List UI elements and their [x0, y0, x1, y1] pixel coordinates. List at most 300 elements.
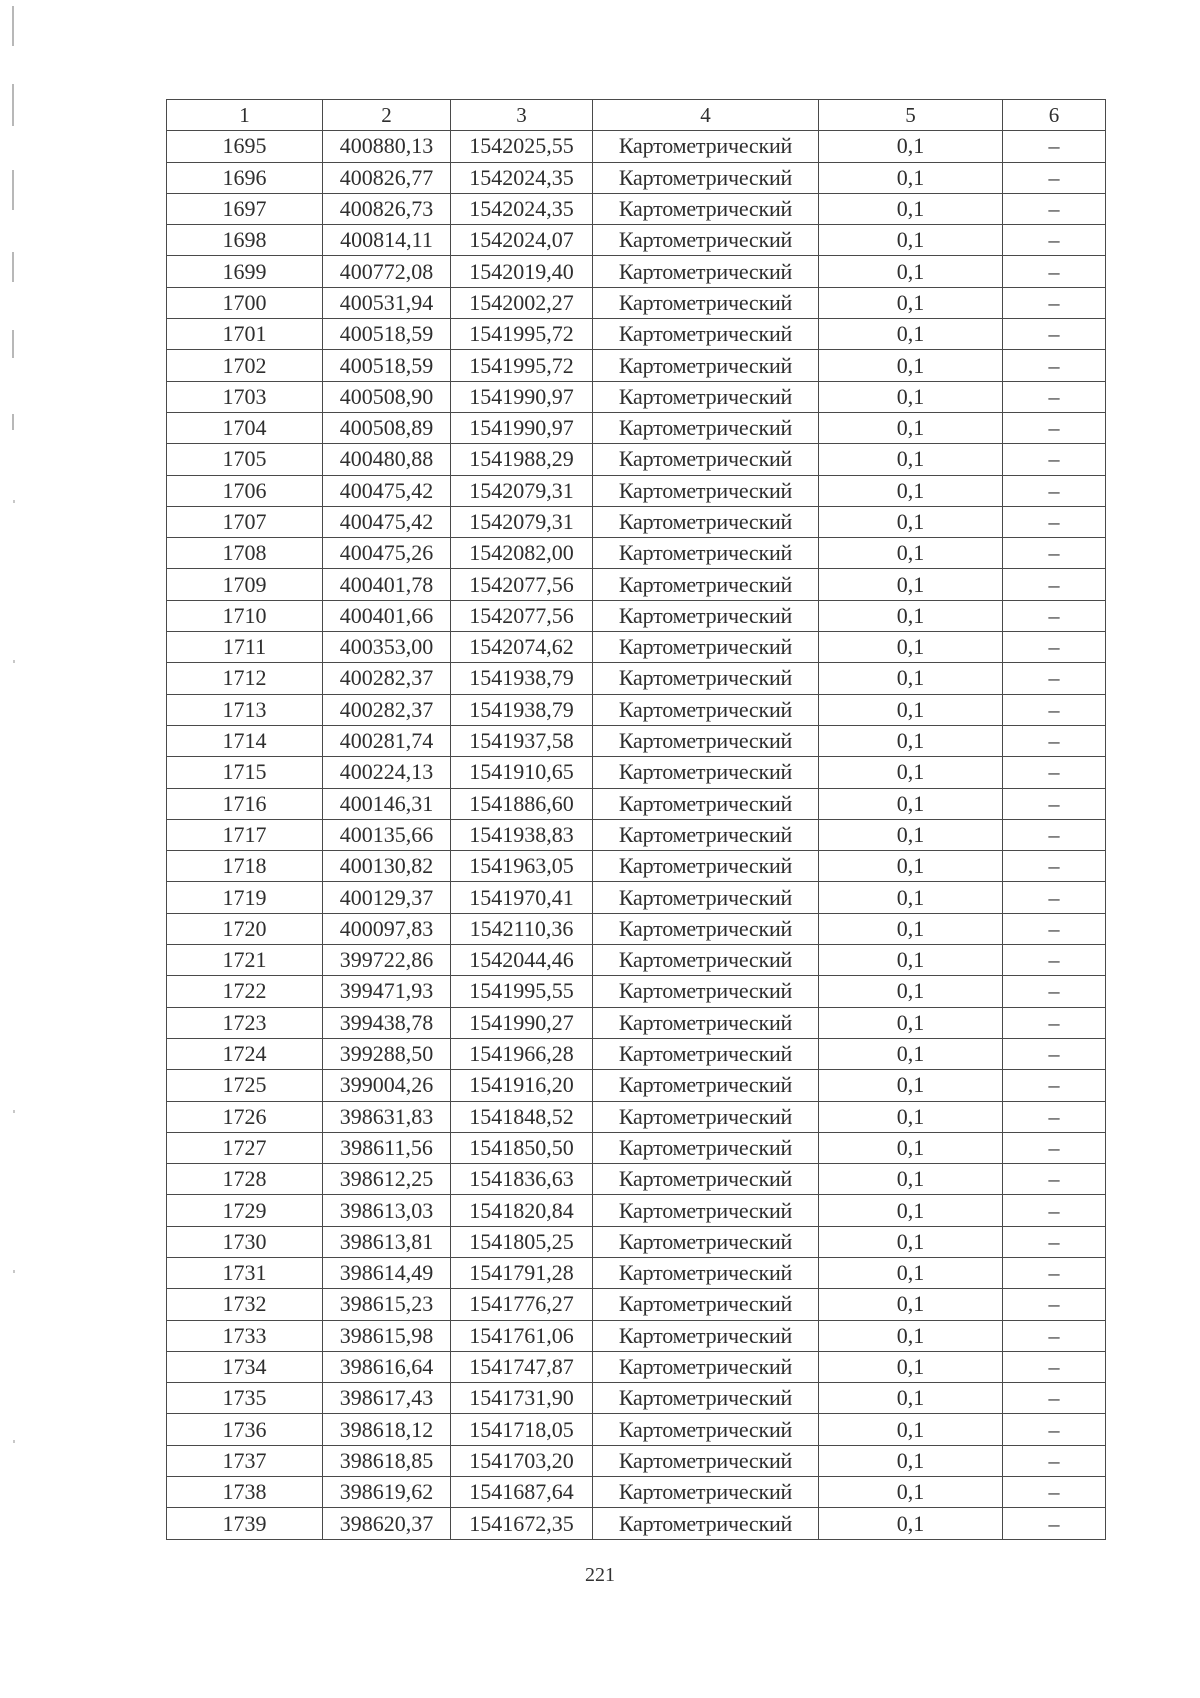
table-row: [167, 131, 1106, 162]
x-coordinate-cell: 398618,12: [323, 1414, 451, 1445]
note-cell: –: [1003, 193, 1106, 224]
point-number-cell: 1737: [167, 1445, 323, 1476]
table-row: [167, 725, 1106, 756]
method-cell: Картометрический: [593, 1257, 819, 1288]
x-coordinate-cell: 400475,42: [323, 506, 451, 537]
note-cell: –: [1003, 882, 1106, 913]
x-coordinate-cell: 400518,59: [323, 319, 451, 350]
accuracy-cell: 0,1: [819, 819, 1003, 850]
table-body: [167, 131, 1106, 1539]
note-cell: –: [1003, 976, 1106, 1007]
scan-margin-mark: [12, 330, 14, 358]
point-number-cell: 1716: [167, 788, 323, 819]
column-header-4: 4: [593, 100, 819, 131]
y-coordinate-cell: 1541836,63: [451, 1164, 593, 1195]
method-cell: Картометрический: [593, 945, 819, 976]
point-number-cell: 1725: [167, 1070, 323, 1101]
note-cell: –: [1003, 757, 1106, 788]
accuracy-cell: 0,1: [819, 319, 1003, 350]
note-cell: –: [1003, 1289, 1106, 1320]
note-cell: –: [1003, 1038, 1106, 1069]
note-cell: –: [1003, 945, 1106, 976]
table-row: [167, 1195, 1106, 1226]
x-coordinate-cell: 400130,82: [323, 851, 451, 882]
column-header-3: 3: [451, 100, 593, 131]
point-number-cell: 1718: [167, 851, 323, 882]
accuracy-cell: 0,1: [819, 1132, 1003, 1163]
method-cell: Картометрический: [593, 976, 819, 1007]
x-coordinate-cell: 399471,93: [323, 976, 451, 1007]
accuracy-cell: 0,1: [819, 225, 1003, 256]
method-cell: Картометрический: [593, 632, 819, 663]
y-coordinate-cell: 1541776,27: [451, 1289, 593, 1320]
table-row: [167, 256, 1106, 287]
point-number-cell: 1723: [167, 1007, 323, 1038]
y-coordinate-cell: 1541938,79: [451, 663, 593, 694]
table-row: [167, 287, 1106, 318]
point-number-cell: 1722: [167, 976, 323, 1007]
x-coordinate-cell: 400224,13: [323, 757, 451, 788]
note-cell: –: [1003, 225, 1106, 256]
point-number-cell: 1698: [167, 225, 323, 256]
y-coordinate-cell: 1542079,31: [451, 475, 593, 506]
y-coordinate-cell: 1541687,64: [451, 1477, 593, 1508]
method-cell: Картометрический: [593, 1007, 819, 1038]
x-coordinate-cell: 398619,62: [323, 1477, 451, 1508]
table-header-row: [167, 100, 1106, 131]
x-coordinate-cell: 400518,59: [323, 350, 451, 381]
accuracy-cell: 0,1: [819, 1383, 1003, 1414]
accuracy-cell: 0,1: [819, 1508, 1003, 1539]
method-cell: Картометрический: [593, 193, 819, 224]
y-coordinate-cell: 1541718,05: [451, 1414, 593, 1445]
method-cell: Картометрический: [593, 882, 819, 913]
point-number-cell: 1707: [167, 506, 323, 537]
method-cell: Картометрический: [593, 600, 819, 631]
point-number-cell: 1728: [167, 1164, 323, 1195]
point-number-cell: 1719: [167, 882, 323, 913]
y-coordinate-cell: 1541963,05: [451, 851, 593, 882]
note-cell: –: [1003, 1414, 1106, 1445]
point-number-cell: 1709: [167, 569, 323, 600]
note-cell: –: [1003, 538, 1106, 569]
y-coordinate-cell: 1541672,35: [451, 1508, 593, 1539]
accuracy-cell: 0,1: [819, 1226, 1003, 1257]
table-row: [167, 1101, 1106, 1132]
note-cell: –: [1003, 1320, 1106, 1351]
page-number: 221: [585, 1564, 615, 1586]
x-coordinate-cell: 398612,25: [323, 1164, 451, 1195]
coordinates-table: [166, 99, 1106, 1540]
note-cell: –: [1003, 851, 1106, 882]
point-number-cell: 1702: [167, 350, 323, 381]
note-cell: –: [1003, 1508, 1106, 1539]
table-row: [167, 162, 1106, 193]
note-cell: –: [1003, 1164, 1106, 1195]
y-coordinate-cell: 1542002,27: [451, 287, 593, 318]
method-cell: Картометрический: [593, 913, 819, 944]
note-cell: –: [1003, 256, 1106, 287]
note-cell: –: [1003, 819, 1106, 850]
x-coordinate-cell: 400880,13: [323, 131, 451, 162]
point-number-cell: 1706: [167, 475, 323, 506]
x-coordinate-cell: 398613,81: [323, 1226, 451, 1257]
method-cell: Картометрический: [593, 1289, 819, 1320]
accuracy-cell: 0,1: [819, 725, 1003, 756]
note-cell: –: [1003, 1132, 1106, 1163]
point-number-cell: 1734: [167, 1351, 323, 1382]
method-cell: Картометрический: [593, 1508, 819, 1539]
note-cell: –: [1003, 506, 1106, 537]
note-cell: –: [1003, 131, 1106, 162]
table-row: [167, 412, 1106, 443]
x-coordinate-cell: 400475,26: [323, 538, 451, 569]
accuracy-cell: 0,1: [819, 1007, 1003, 1038]
scan-margin-dot: [13, 1270, 15, 1273]
method-cell: Картометрический: [593, 851, 819, 882]
table-row: [167, 1508, 1106, 1539]
y-coordinate-cell: 1541990,27: [451, 1007, 593, 1038]
table-row: [167, 819, 1106, 850]
y-coordinate-cell: 1541970,41: [451, 882, 593, 913]
x-coordinate-cell: 400282,37: [323, 694, 451, 725]
note-cell: –: [1003, 162, 1106, 193]
point-number-cell: 1714: [167, 725, 323, 756]
accuracy-cell: 0,1: [819, 945, 1003, 976]
y-coordinate-cell: 1541938,83: [451, 819, 593, 850]
note-cell: –: [1003, 1383, 1106, 1414]
x-coordinate-cell: 398618,85: [323, 1445, 451, 1476]
x-coordinate-cell: 400826,77: [323, 162, 451, 193]
x-coordinate-cell: 400282,37: [323, 663, 451, 694]
note-cell: –: [1003, 1445, 1106, 1476]
accuracy-cell: 0,1: [819, 1477, 1003, 1508]
y-coordinate-cell: 1541938,79: [451, 694, 593, 725]
y-coordinate-cell: 1541966,28: [451, 1038, 593, 1069]
y-coordinate-cell: 1541995,72: [451, 350, 593, 381]
method-cell: Картометрический: [593, 506, 819, 537]
point-number-cell: 1713: [167, 694, 323, 725]
accuracy-cell: 0,1: [819, 131, 1003, 162]
y-coordinate-cell: 1541916,20: [451, 1070, 593, 1101]
method-cell: Картометрический: [593, 381, 819, 412]
method-cell: Картометрический: [593, 319, 819, 350]
y-coordinate-cell: 1542024,35: [451, 193, 593, 224]
table-row: [167, 319, 1106, 350]
x-coordinate-cell: 398611,56: [323, 1132, 451, 1163]
x-coordinate-cell: 398613,03: [323, 1195, 451, 1226]
note-cell: –: [1003, 412, 1106, 443]
method-cell: Картометрический: [593, 725, 819, 756]
y-coordinate-cell: 1541990,97: [451, 381, 593, 412]
y-coordinate-cell: 1541805,25: [451, 1226, 593, 1257]
point-number-cell: 1729: [167, 1195, 323, 1226]
accuracy-cell: 0,1: [819, 788, 1003, 819]
note-cell: –: [1003, 319, 1106, 350]
scan-margin-mark: [12, 6, 14, 46]
point-number-cell: 1700: [167, 287, 323, 318]
accuracy-cell: 0,1: [819, 1070, 1003, 1101]
x-coordinate-cell: 398616,64: [323, 1351, 451, 1382]
accuracy-cell: 0,1: [819, 162, 1003, 193]
point-number-cell: 1704: [167, 412, 323, 443]
accuracy-cell: 0,1: [819, 976, 1003, 1007]
accuracy-cell: 0,1: [819, 287, 1003, 318]
method-cell: Картометрический: [593, 1101, 819, 1132]
point-number-cell: 1696: [167, 162, 323, 193]
accuracy-cell: 0,1: [819, 882, 1003, 913]
point-number-cell: 1711: [167, 632, 323, 663]
accuracy-cell: 0,1: [819, 475, 1003, 506]
table-row: [167, 976, 1106, 1007]
column-header-6: 6: [1003, 100, 1106, 131]
table-row: [167, 694, 1106, 725]
x-coordinate-cell: 400135,66: [323, 819, 451, 850]
accuracy-cell: 0,1: [819, 1445, 1003, 1476]
x-coordinate-cell: 400281,74: [323, 725, 451, 756]
table-row: [167, 444, 1106, 475]
column-header-5: 5: [819, 100, 1003, 131]
x-coordinate-cell: 398615,23: [323, 1289, 451, 1320]
note-cell: –: [1003, 913, 1106, 944]
x-coordinate-cell: 398617,43: [323, 1383, 451, 1414]
note-cell: –: [1003, 444, 1106, 475]
table-row: [167, 1383, 1106, 1414]
method-cell: Картометрический: [593, 757, 819, 788]
table-row: [167, 913, 1106, 944]
method-cell: Картометрический: [593, 1226, 819, 1257]
table-row: [167, 225, 1106, 256]
accuracy-cell: 0,1: [819, 1257, 1003, 1288]
accuracy-cell: 0,1: [819, 193, 1003, 224]
method-cell: Картометрический: [593, 1320, 819, 1351]
x-coordinate-cell: 400508,90: [323, 381, 451, 412]
point-number-cell: 1695: [167, 131, 323, 162]
table-row: [167, 1257, 1106, 1288]
accuracy-cell: 0,1: [819, 412, 1003, 443]
accuracy-cell: 0,1: [819, 1195, 1003, 1226]
method-cell: Картометрический: [593, 1477, 819, 1508]
table-row: [167, 538, 1106, 569]
x-coordinate-cell: 400129,37: [323, 882, 451, 913]
x-coordinate-cell: 400401,66: [323, 600, 451, 631]
point-number-cell: 1733: [167, 1320, 323, 1351]
scan-margin-dot: [13, 1440, 15, 1443]
table-row: [167, 1007, 1106, 1038]
table-row: [167, 475, 1106, 506]
y-coordinate-cell: 1542082,00: [451, 538, 593, 569]
point-number-cell: 1701: [167, 319, 323, 350]
table-row: [167, 569, 1106, 600]
y-coordinate-cell: 1541990,97: [451, 412, 593, 443]
note-cell: –: [1003, 788, 1106, 819]
note-cell: –: [1003, 694, 1106, 725]
table-row: [167, 632, 1106, 663]
x-coordinate-cell: 400146,31: [323, 788, 451, 819]
table-row: [167, 945, 1106, 976]
point-number-cell: 1699: [167, 256, 323, 287]
accuracy-cell: 0,1: [819, 757, 1003, 788]
table-row: [167, 788, 1106, 819]
table-row: [167, 851, 1106, 882]
y-coordinate-cell: 1541850,50: [451, 1132, 593, 1163]
table-row: [167, 1477, 1106, 1508]
point-number-cell: 1721: [167, 945, 323, 976]
note-cell: –: [1003, 1477, 1106, 1508]
method-cell: Картометрический: [593, 1164, 819, 1195]
accuracy-cell: 0,1: [819, 538, 1003, 569]
table-row: [167, 1351, 1106, 1382]
method-cell: Картометрический: [593, 1383, 819, 1414]
method-cell: Картометрический: [593, 1351, 819, 1382]
y-coordinate-cell: 1542074,62: [451, 632, 593, 663]
scan-margin-dot: [13, 1110, 15, 1113]
scan-margin-mark: [12, 252, 14, 282]
table-row: [167, 1132, 1106, 1163]
accuracy-cell: 0,1: [819, 663, 1003, 694]
y-coordinate-cell: 1542019,40: [451, 256, 593, 287]
y-coordinate-cell: 1541848,52: [451, 1101, 593, 1132]
x-coordinate-cell: 398614,49: [323, 1257, 451, 1288]
accuracy-cell: 0,1: [819, 1101, 1003, 1132]
x-coordinate-cell: 400480,88: [323, 444, 451, 475]
x-coordinate-cell: 400508,89: [323, 412, 451, 443]
column-header-1: 1: [167, 100, 323, 131]
y-coordinate-cell: 1541703,20: [451, 1445, 593, 1476]
table-row: [167, 381, 1106, 412]
table-row: [167, 1445, 1106, 1476]
method-cell: Картометрический: [593, 162, 819, 193]
table-row: [167, 1414, 1106, 1445]
table-row: [167, 1038, 1106, 1069]
point-number-cell: 1732: [167, 1289, 323, 1320]
y-coordinate-cell: 1541886,60: [451, 788, 593, 819]
y-coordinate-cell: 1541747,87: [451, 1351, 593, 1382]
point-number-cell: 1717: [167, 819, 323, 850]
accuracy-cell: 0,1: [819, 851, 1003, 882]
point-number-cell: 1703: [167, 381, 323, 412]
accuracy-cell: 0,1: [819, 350, 1003, 381]
y-coordinate-cell: 1542025,55: [451, 131, 593, 162]
x-coordinate-cell: 400772,08: [323, 256, 451, 287]
method-cell: Картометрический: [593, 131, 819, 162]
table-row: [167, 1320, 1106, 1351]
scan-margin-mark: [12, 170, 14, 210]
x-coordinate-cell: 400097,83: [323, 913, 451, 944]
point-number-cell: 1736: [167, 1414, 323, 1445]
method-cell: Картометрический: [593, 569, 819, 600]
method-cell: Картометрический: [593, 1038, 819, 1069]
note-cell: –: [1003, 632, 1106, 663]
accuracy-cell: 0,1: [819, 381, 1003, 412]
table-row: [167, 1226, 1106, 1257]
point-number-cell: 1726: [167, 1101, 323, 1132]
y-coordinate-cell: 1541995,72: [451, 319, 593, 350]
accuracy-cell: 0,1: [819, 632, 1003, 663]
method-cell: Картометрический: [593, 287, 819, 318]
table-row: [167, 882, 1106, 913]
note-cell: –: [1003, 1101, 1106, 1132]
accuracy-cell: 0,1: [819, 694, 1003, 725]
method-cell: Картометрический: [593, 538, 819, 569]
table-row: [167, 506, 1106, 537]
point-number-cell: 1738: [167, 1477, 323, 1508]
point-number-cell: 1712: [167, 663, 323, 694]
table-row: [167, 1164, 1106, 1195]
accuracy-cell: 0,1: [819, 1320, 1003, 1351]
point-number-cell: 1697: [167, 193, 323, 224]
x-coordinate-cell: 399722,86: [323, 945, 451, 976]
accuracy-cell: 0,1: [819, 1414, 1003, 1445]
y-coordinate-cell: 1542024,35: [451, 162, 593, 193]
method-cell: Картометрический: [593, 225, 819, 256]
method-cell: Картометрический: [593, 444, 819, 475]
table-row: [167, 350, 1106, 381]
accuracy-cell: 0,1: [819, 1289, 1003, 1320]
method-cell: Картометрический: [593, 1414, 819, 1445]
method-cell: Картометрический: [593, 412, 819, 443]
accuracy-cell: 0,1: [819, 1038, 1003, 1069]
x-coordinate-cell: 399288,50: [323, 1038, 451, 1069]
table-row: [167, 600, 1106, 631]
method-cell: Картометрический: [593, 1445, 819, 1476]
y-coordinate-cell: 1542024,07: [451, 225, 593, 256]
x-coordinate-cell: 398620,37: [323, 1508, 451, 1539]
scan-margin-mark: [12, 414, 14, 430]
note-cell: –: [1003, 569, 1106, 600]
method-cell: Картометрический: [593, 1195, 819, 1226]
accuracy-cell: 0,1: [819, 506, 1003, 537]
y-coordinate-cell: 1541910,65: [451, 757, 593, 788]
x-coordinate-cell: 399438,78: [323, 1007, 451, 1038]
scan-margin-mark: [12, 84, 14, 126]
y-coordinate-cell: 1541937,58: [451, 725, 593, 756]
method-cell: Картометрический: [593, 663, 819, 694]
table-row: [167, 1289, 1106, 1320]
y-coordinate-cell: 1542044,46: [451, 945, 593, 976]
x-coordinate-cell: 400353,00: [323, 632, 451, 663]
accuracy-cell: 0,1: [819, 1351, 1003, 1382]
method-cell: Картометрический: [593, 788, 819, 819]
y-coordinate-cell: 1542077,56: [451, 569, 593, 600]
x-coordinate-cell: 400814,11: [323, 225, 451, 256]
x-coordinate-cell: 398631,83: [323, 1101, 451, 1132]
method-cell: Картометрический: [593, 256, 819, 287]
x-coordinate-cell: 400475,42: [323, 475, 451, 506]
point-number-cell: 1720: [167, 913, 323, 944]
accuracy-cell: 0,1: [819, 569, 1003, 600]
note-cell: –: [1003, 1226, 1106, 1257]
note-cell: –: [1003, 600, 1106, 631]
note-cell: –: [1003, 1007, 1106, 1038]
point-number-cell: 1731: [167, 1257, 323, 1288]
scan-margin-dot: [13, 500, 15, 503]
y-coordinate-cell: 1541820,84: [451, 1195, 593, 1226]
table-row: [167, 1070, 1106, 1101]
table-row: [167, 757, 1106, 788]
y-coordinate-cell: 1541731,90: [451, 1383, 593, 1414]
x-coordinate-cell: 400401,78: [323, 569, 451, 600]
x-coordinate-cell: 400826,73: [323, 193, 451, 224]
x-coordinate-cell: 400531,94: [323, 287, 451, 318]
point-number-cell: 1724: [167, 1038, 323, 1069]
point-number-cell: 1730: [167, 1226, 323, 1257]
note-cell: –: [1003, 381, 1106, 412]
point-number-cell: 1727: [167, 1132, 323, 1163]
note-cell: –: [1003, 725, 1106, 756]
x-coordinate-cell: 399004,26: [323, 1070, 451, 1101]
point-number-cell: 1710: [167, 600, 323, 631]
